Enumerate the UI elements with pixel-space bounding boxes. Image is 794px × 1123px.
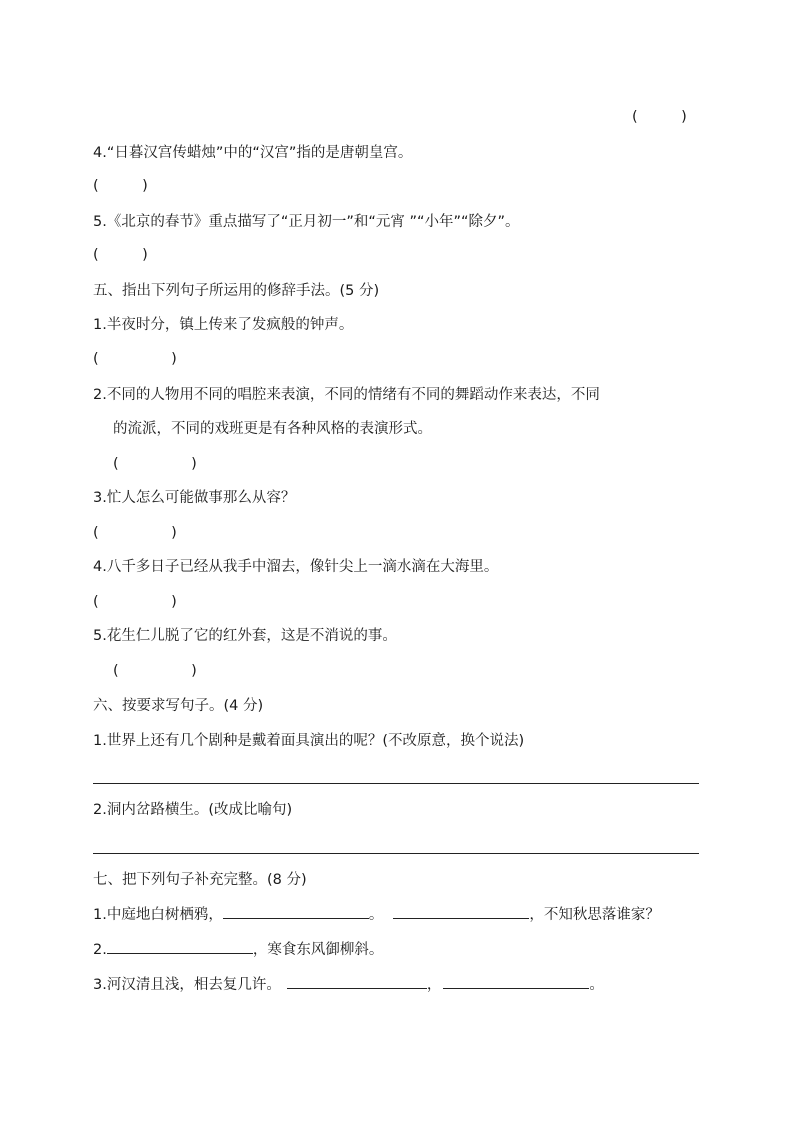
question-text: 2.洞内岔路横生。(改成比喻句) bbox=[93, 802, 293, 818]
answer-line[interactable] bbox=[93, 783, 699, 784]
question-number: 2. bbox=[93, 942, 107, 958]
question-text: 5.花生仁儿脱了它的红外套，这是不消说的事。 bbox=[93, 628, 397, 644]
answer-paren: ( ) bbox=[93, 178, 148, 194]
answer-paren: ( ) bbox=[93, 525, 177, 541]
fill-in-question bbox=[93, 939, 383, 960]
question-text: ，寒食东风御柳斜。 bbox=[252, 942, 384, 958]
section-title: 七、把下列句子补充完整。(8 分) bbox=[93, 872, 307, 888]
fill-in-question bbox=[93, 904, 660, 925]
question-text: 1.中庭地白树栖鸦， bbox=[93, 907, 223, 923]
answer-paren: ( ) bbox=[113, 663, 197, 679]
answer-paren: ( ) bbox=[632, 109, 687, 125]
punctuation: ， bbox=[426, 977, 442, 993]
fill-blank[interactable] bbox=[393, 904, 529, 919]
answer-paren: ( ) bbox=[93, 247, 148, 263]
fill-blank[interactable] bbox=[443, 974, 589, 989]
answer-paren: ( ) bbox=[93, 351, 177, 367]
section-title: 六、按要求写句子。(4 分) bbox=[93, 698, 264, 714]
question-text: 3.忙人怎么可能做事那么从容？ bbox=[93, 490, 296, 506]
punctuation: 。 bbox=[368, 907, 384, 923]
answer-paren: ( ) bbox=[93, 594, 177, 610]
question-text: 4.“日暮汉宫传蜡烛”中的“汉宫”指的是唐朝皇宫。 bbox=[93, 145, 413, 161]
question-text-continued: 的流派，不同的戏班更是有各种风格的表演形式。 bbox=[113, 421, 432, 437]
question-text: ，不知秋思落谁家？ bbox=[529, 907, 660, 923]
question-text: 2.不同的人物用不同的唱腔来表演，不同的情绪有不同的舞蹈动作来表达，不同 bbox=[93, 387, 600, 403]
punctuation: 。 bbox=[589, 977, 604, 993]
fill-in-question bbox=[93, 974, 604, 995]
fill-blank[interactable] bbox=[287, 974, 427, 989]
question-text: 1.半夜时分，镇上传来了发疯般的钟声。 bbox=[93, 317, 354, 333]
fill-blank[interactable] bbox=[223, 904, 369, 919]
question-text: 1.世界上还有几个剧种是戴着面具演出的呢？(不改原意，换个说法) bbox=[93, 733, 525, 749]
question-text: 3.河汉清且浅，相去复几许。 bbox=[93, 977, 281, 993]
answer-paren: ( ) bbox=[113, 456, 197, 472]
question-text: 4.八千多日子已经从我手中溜去，像针尖上一滴水滴在大海里。 bbox=[93, 559, 499, 575]
section-title: 五、指出下列句子所运用的修辞手法。(5 分) bbox=[93, 283, 380, 299]
answer-line[interactable] bbox=[93, 853, 699, 854]
fill-blank[interactable] bbox=[107, 939, 253, 954]
question-text: 5.《北京的春节》重点描写了“正月初一”和“元宵 ”“小年”“除夕”。 bbox=[93, 214, 520, 230]
